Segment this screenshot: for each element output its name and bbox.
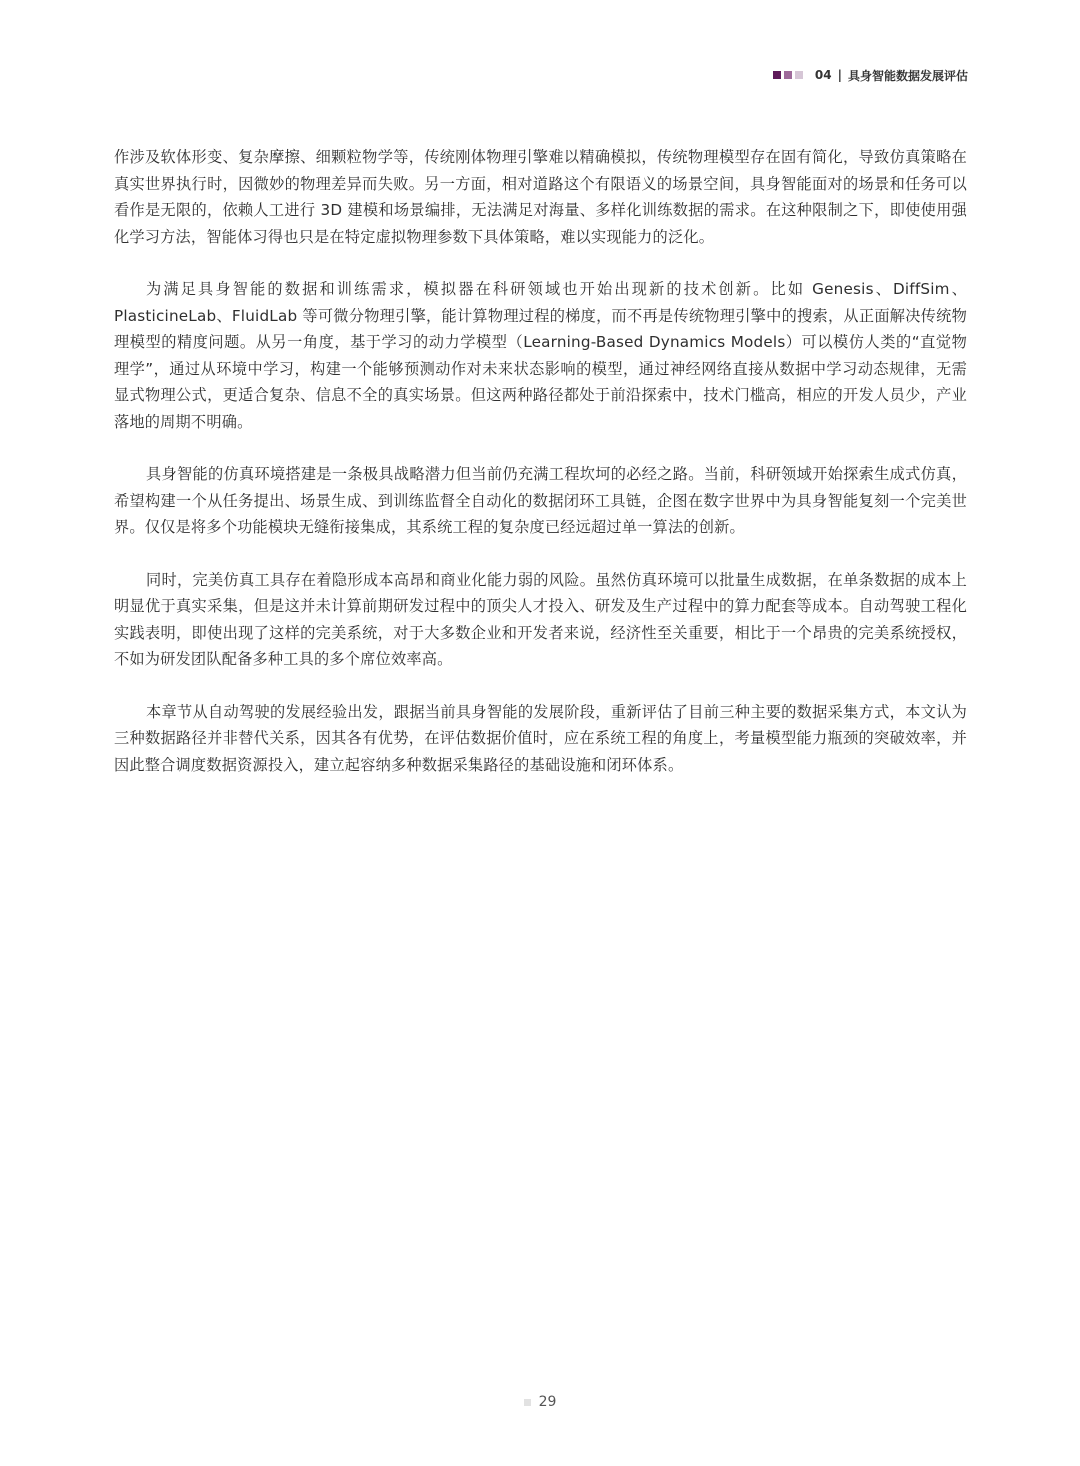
- page-number: 29: [538, 1394, 557, 1410]
- marker-square: [784, 71, 792, 79]
- page-footer: [0, 1394, 1080, 1410]
- page-header: [773, 66, 968, 84]
- page-marker-icon: [524, 1399, 531, 1406]
- body-text: [114, 144, 967, 804]
- paragraph-continuation: 作涉及软体形变、复杂摩擦、细颗粒物学等，传统刚体物理引擎难以精确模拟，传统物理模型存在固有简化，导致仿真策略在真实世界执行时，因微妙的物理差异而失败。另一方面，相对道路这个有限语义的场景空间，具身智能面对的场景和任务可以看作是无限的，依赖人工进行 3D 建模和场景编排，无法满足对海量、多样化训练数据的需求。在这种限制之下，即使使用强化学习方法，智能体习得也只是在特定虚拟物理参数下具体策略，难以实现能力的泛化。: [114, 148, 967, 246]
- paragraph-chapter-conclusion: 本章节从自动驾驶的发展经验出发，跟据当前具身智能的发展阶段，重新评估了目前三种主要的数据采集方式，本文认为三种数据路径并非替代关系，因其各有优势，在评估数据价值时，应在系统工程的角度上，考量模型能力瓶颈的突破效率，并因此整合调度数据资源投入，建立起容纳多种数据采集路径的基础设施和闭环体系。: [114, 702, 967, 774]
- paragraph-hidden-costs: 同时，完美仿真工具存在着隐形成本高昂和商业化能力弱的风险。虽然仿真环境可以批量生成数据，在单条数据的成本上明显优于真实采集，但是这并未计算前期研发过程中的顶尖人才投入、研发及生产过程中的算力配套等成本。自动驾驶工程化实践表明，即使出现了这样的完美系统，对于大多数企业和开发者来说，经济性至关重要，相比于一个昂贵的完美系统授权，不如为研发团队配备多种工具的多个席位效率高。: [114, 570, 967, 668]
- paragraph-simulator-innovation: 为满足具身智能的数据和训练需求，模拟器在科研领域也开始出现新的技术创新。比如 Genesis、DiffSim、PlasticineLab、FluidLab 等可微分物理引擎，能计算物理过程的梯度，而不再是传统物理引擎中的搜索，从正面解决传统物理模型的精度问题。从另一角度，基于学习的动力学模型（Learning-Based Dynamics Models）可以模仿人类的“直觉物理学”，通过从环境中学习，构建一个能够预测动作对未来状态影响的模型，通过神经网络直接从数据中学习动态规律，无需显式物理公式，更适合复杂、信息不全的真实场景。但这两种路径都处于前沿探索中，技术门槛高，相应的开发人员少，产业落地的周期不明确。: [114, 280, 967, 431]
- paragraph-simulation-environment: 具身智能的仿真环境搭建是一条极具战略潜力但当前仍充满工程坎坷的必经之路。当前，科研领域开始探索生成式仿真，希望构建一个从任务提出、场景生成、到训练监督全自动化的数据闭环工具链，企图在数字世界中为具身智能复刻一个完美世界。仅仅是将多个功能模块无缝衔接集成，其系统工程的复杂度已经远超过单一算法的创新。: [114, 465, 967, 536]
- header-separator: |: [837, 68, 842, 82]
- chapter-title: 具身智能数据发展评估: [847, 68, 968, 83]
- marker-square: [795, 71, 803, 79]
- chapter-marker-icon: [773, 71, 803, 79]
- chapter-number: 04: [814, 68, 832, 82]
- marker-square: [773, 71, 781, 79]
